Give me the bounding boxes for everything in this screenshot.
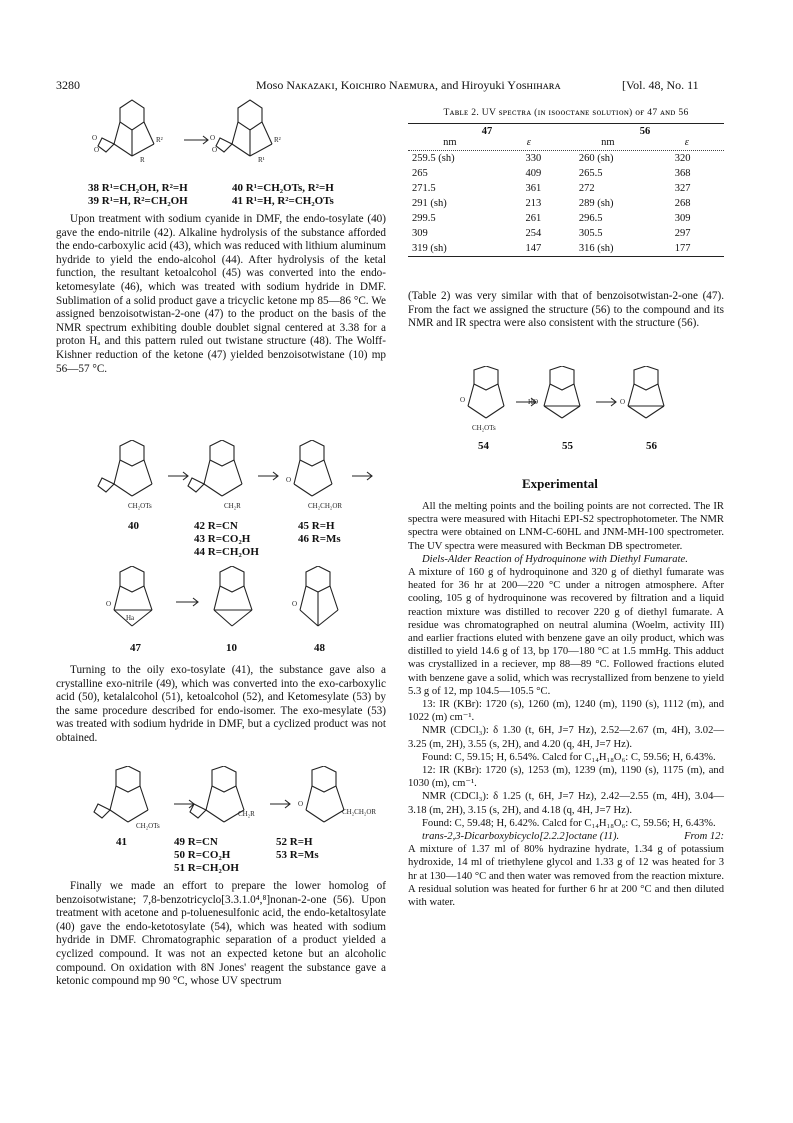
svg-text:R¹: R¹ <box>258 156 265 164</box>
page-number: 3280 <box>56 78 80 92</box>
svg-text:CH₂CH₂OR: CH₂CH₂OR <box>342 808 377 816</box>
structure-40-41 <box>210 100 281 164</box>
label-45: 45 R=H <box>298 520 335 532</box>
subheading <box>408 830 724 843</box>
table-row: 271.5 361 272 327 <box>412 183 691 194</box>
label-54: 54 <box>478 440 489 452</box>
paragraph: (Table 2) was very similar with that of benzoisotwistan-2-one (47). From the fact we assigned the structure (56) to the compound and its NMR and IR spectra were also consistent with the structure (56). <box>408 290 724 330</box>
table-row: 299.5 261 296.5 309 <box>412 213 691 224</box>
label-49: 49 R=CN <box>174 836 218 848</box>
uv-table <box>408 151 724 256</box>
svg-text:CH₂R: CH₂R <box>224 502 241 510</box>
label-56: 56 <box>646 440 657 452</box>
table-row: 291 (sh) 213 289 (sh) 268 <box>412 198 691 209</box>
paragraph: NMR (CDCl₃): δ 1.30 (t, 6H, J=7 Hz), 2.52—2.67 (m, 4H), 3.02—3.25 (m, 2H), 3.55 (s, 2H), and 4.20 (q, 4H, J=7 Hz). <box>408 725 724 750</box>
paragraph: Found: C, 59.15; H, 6.54%. Calcd for C₁₄H₁₈O₆: C, 59.56; H, 6.43%. <box>422 751 716 763</box>
scheme-47-10-48-structures <box>80 566 380 640</box>
label-43: 43 R=CO₂H <box>194 533 251 545</box>
label-40b: 40 <box>128 520 139 532</box>
subheading-title: trans-2,3-Dicarboxybicyclo[2.2.2]octane (11). <box>422 831 620 843</box>
svg-text:R²: R² <box>156 136 163 144</box>
paragraph: Turning to the oily exo-tosylate (41), the substance gave also a crystalline exo-nitrile (49), which was converted into the exo-carboxylic acid (50), ketalalcohol (51), ketoalcohol (52), and Ketomesylate (53) by the same procedure described for endo-isomer. The exo-mesylate (53) was treated with sodium hydride in DMF, but a cyclized product was not obtained. <box>56 664 386 744</box>
scheme-41-49-52-structures <box>56 766 386 840</box>
paragraph: Found: C, 59.48; H, 6.42%. Calcd for C₁₄H₁₈O₆: C, 59.56; H, 6.43%. <box>422 817 716 829</box>
paragraph: A mixture of 160 g of hydroquinone and 320 g of diethyl fumarate was heated for 36 hr at 200—220 °C under a nitrogen atmosphere. After cooling, 105 g of hydroquinone was recovered by filtration and a liquid reaction mixture was distilled to recover 220 g of diethyl fumarate. A residue was chromatographed on neutral alumina (Woelm, activity III) and earlier fractions eluted with benzene gave an oily product, which was distilled to yield 14.6 g of 13, bp 170—180 °C at 1.5 mmHg. This adduct was crystallized in a reciever, mp 88—89 °C. Followed fractions eluted with benzene gave a solid, which was recrystallized from benzene to yield 5.3 g of 12, mp 104.5—105.5 °C. <box>408 567 724 697</box>
table-row: 309 254 305.5 297 <box>412 228 691 239</box>
svg-text:Ha: Ha <box>126 614 135 622</box>
label-48: 48 <box>314 642 325 654</box>
svg-text:R²: R² <box>274 136 281 144</box>
svg-text:O: O <box>212 146 218 154</box>
svg-text:O: O <box>292 600 298 608</box>
experimental-heading: Experimental <box>522 476 598 491</box>
structure-38-39 <box>92 100 163 164</box>
reaction-arrow <box>184 136 208 144</box>
svg-text:CH₂CH₂OR: CH₂CH₂OR <box>308 502 343 510</box>
running-volume: [Vol. 48, No. 11 <box>622 78 699 92</box>
label-38: 38 R¹=CH₂OH, R²=H <box>88 182 188 194</box>
label-47: 47 <box>130 642 141 654</box>
svg-text:O: O <box>106 600 112 608</box>
svg-text:HO: HO <box>528 398 539 406</box>
left-column-text-2 <box>56 664 386 746</box>
subheading-from: From 12: <box>684 831 724 843</box>
svg-text:O: O <box>286 476 292 484</box>
unit-nm: nm <box>443 137 457 148</box>
table-col-56: 56 <box>639 126 651 137</box>
svg-text:O: O <box>298 800 304 808</box>
svg-text:CH₂OTs: CH₂OTs <box>136 822 160 830</box>
table-row: 259.5 (sh) 330 260 (sh) 320 <box>412 153 691 164</box>
paragraph: Upon treatment with sodium cyanide in DMF, the endo-tosylate (40) gave the endo-nitrile (42). Alkaline hydrolysis of the substance afforded the endo-carboxylic acid (43), which was reduced with lithium aluminum hydride to yield the endo-alcohol (44). After hydrolysis of the ketal function, the resultant ketoalcohol (45) was converted into the endo-ketomesylate (46), which was treated with sodium hydride in DMF. Sublimation of a solid product gave a tricyclic ketone mp 85—86 °C. We assigned benzoisotwistan-2-one (47) to the product on the basis of the NMR spectrum exhibiting double doublet signal centered at 3.38 for a proton Hₐ and this pattern ruled out twistane structure (48). The Wolff-Kishner reduction of the ketone (47) yielded benzoisotwistane (10) mp 56—57 °C. <box>56 213 386 375</box>
unit-eps: ε <box>684 137 689 148</box>
svg-text:O: O <box>460 396 466 404</box>
label-10: 10 <box>226 642 237 654</box>
label-52: 52 R=H <box>276 836 313 848</box>
left-column-text-1 <box>56 213 386 376</box>
svg-text:CH₂OTs: CH₂OTs <box>128 502 152 510</box>
running-authors: Mᴏsᴏ Nᴀᴋᴀᴢᴀᴋɪ, Kᴏɪᴄʜɪʀᴏ Nᴀᴇᴍᴜʀᴀ, and Hiroyuki Yᴏsʜɪʜᴀʀᴀ <box>256 78 561 92</box>
label-44: 44 R=CH₂OH <box>194 546 259 558</box>
svg-text:O: O <box>210 134 216 142</box>
unit-nm: nm <box>601 137 615 148</box>
scheme-54-55-56-structures <box>460 366 690 436</box>
label-50: 50 R=CO₂H <box>174 849 231 861</box>
label-46: 46 R=Ms <box>298 533 341 545</box>
scheme-40-42-45-structures <box>56 440 386 520</box>
label-41: 41 R¹=H, R²=CH₂OTs <box>232 195 334 207</box>
paragraph: All the melting points and the boiling points are not corrected. The IR spectra were measured with Hitachi EPI-S2 spectrophotometer. The NMR spectra were obtained on LNM-C-60HL and JNM-MH-100 spectrometer. The UV spectra were measured with Beckman DB spectrometer. <box>408 501 724 552</box>
label-42: 42 R=CN <box>194 520 238 532</box>
svg-text:CH₂R: CH₂R <box>238 810 255 818</box>
table-caption: Tᴀʙʟᴇ 2. UV sᴘᴇᴄᴛʀᴀ (ɪɴ ɪsᴏᴏᴄᴛᴀɴᴇ sᴏʟᴜᴛɪᴏɴ) ᴏғ 47 ᴀɴᴅ 56 <box>443 107 689 118</box>
paragraph: A mixture of 1.37 ml of 80% hydrazine hydrate, 1.34 g of potassium hydroxide, 14 ml of triethylene glycol and 1.33 g of 12 was heated for 3 hr at 130—140 °C and then water was removed from the reaction mixture. A residual solution was heated for further 6 hr at 200 °C and then diluted with water. <box>408 844 724 909</box>
table-col-47: 47 <box>481 126 493 137</box>
svg-text:O: O <box>94 146 100 154</box>
label-53: 53 R=Ms <box>276 849 319 861</box>
label-40: 40 R¹=CH₂OTs, R²=H <box>232 182 334 194</box>
label-41b: 41 <box>116 836 127 848</box>
label-51: 51 R=CH₂OH <box>174 862 239 874</box>
paragraph: NMR (CDCl₃): δ 1.25 (t, 6H, J=7 Hz), 2.42—2.55 (m, 4H), 3.04—3.18 (m, 2H), 3.15 (s, 2H), and 4.18 (q, 4H, J=7 Hz). <box>408 791 724 816</box>
table-2 <box>408 106 724 257</box>
svg-text:CH₂OTs: CH₂OTs <box>472 424 496 432</box>
label-39: 39 R¹=H, R²=CH₂OH <box>88 195 188 207</box>
svg-text:O: O <box>92 134 98 142</box>
scheme-38-to-40-structures <box>58 94 378 178</box>
right-column-text-1 <box>408 290 724 331</box>
left-column-text-3 <box>56 880 386 989</box>
table-row: 319 (sh) 147 316 (sh) 177 <box>412 243 691 254</box>
right-column-text-2 <box>408 500 724 909</box>
table-row: 265 409 265.5 368 <box>412 168 691 179</box>
paragraph: 13: IR (KBr): 1720 (s), 1260 (m), 1240 (m), 1190 (s), 1112 (m), and 1022 (m) cm⁻¹. <box>408 699 724 724</box>
paragraph: Finally we made an effort to prepare the lower homolog of benzoisotwistane; 7,8-benzotricyclo[3.3.1.0⁴,⁸]nonan-2-one (56). Upon treatment with acetone and p-toluenesulfonic acid, the endo-ketaltosylate (40) gave the endo-ketotosylate (54), which was heated with sodium hydride in DMF. Chromatographic separation of a product yielded a cyclized compound. It was not an expected ketone but an alcoholic compound. On oxidation with 8N Jones' reagent the substance gave a ketonic compound mp 90 °C, whose UV spectrum <box>56 880 386 988</box>
subheading: Diels-Alder Reaction of Hydroquinone with Diethyl Fumarate. <box>422 553 688 565</box>
unit-eps: ε <box>526 137 531 148</box>
label-55: 55 <box>562 440 573 452</box>
svg-text:R: R <box>140 156 145 164</box>
svg-text:O: O <box>620 398 626 406</box>
paragraph: 12: IR (KBr): 1720 (s), 1253 (m), 1239 (m), 1190 (s), 1175 (m), and 1030 (m), cm⁻¹. <box>408 765 724 790</box>
